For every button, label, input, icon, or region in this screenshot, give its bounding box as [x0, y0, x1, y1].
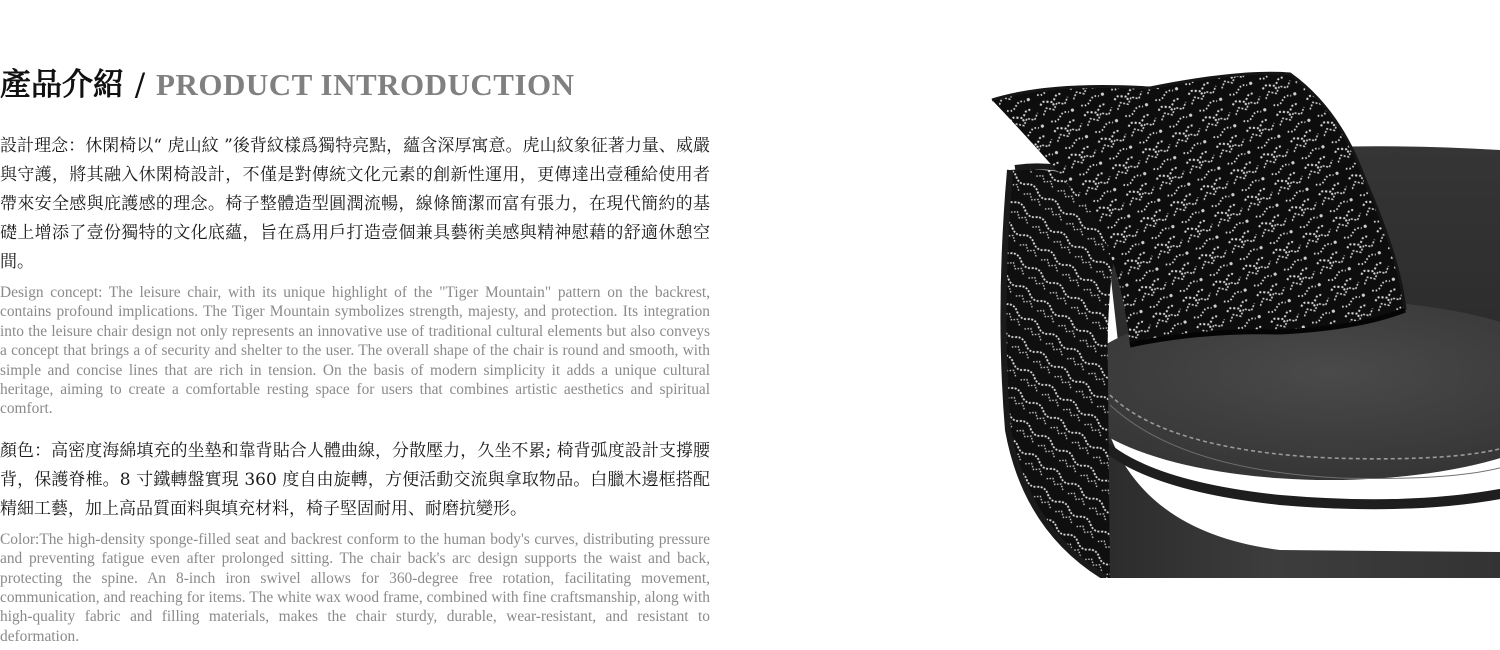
- title-chinese: 產品介紹: [0, 67, 124, 103]
- color-description-english: Color:The high-density sponge-filled seat and backrest conform to the human body's curves, distributing pressure and preventing fatigue even after prolonged sitting. The chair back's arc design supports the waist and back, protecting the spine. An 8-inch iron swivel allows for 360-degree free rotation, facilitating movement, communication, and reaching for items. The white wax wood frame, combined with fine craftsmanship, along with high-quality fabric and filling materials, makes the chair sturdy, durable, wear-resistant, and resistant to deformation.: [0, 530, 710, 645]
- chair-illustration: [860, 60, 1500, 580]
- product-photo: [860, 60, 1500, 580]
- design-concept-chinese: 設計理念：休閑椅以“ 虎山紋 ”後背紋樣爲獨特亮點，蘊含深厚寓意。虎山紋象征著力量、威嚴與守護，將其融入休閑椅設計，不僅是對傳統文化元素的創新性運用，更傳達出壹種給使用者帶來安全感與庇護感的理念。椅子整體造型圓潤流暢，線條簡潔而富有張力，在現代簡約的基礎上增添了壹份獨特的文化底蘊，旨在爲用戶打造壹個兼具藝術美感與精神慰藉的舒適休憩空間。: [0, 136, 710, 272]
- title-english: PRODUCT INTRODUCTION: [156, 67, 575, 102]
- design-concept-english: Design concept: The leisure chair, with its unique highlight of the "Tiger Mountain" pattern on the backrest, contains profound implications. The Tiger Mountain symbolizes strength, majesty, and protection. Its integration into the leisure chair design not only represents an innovative use of traditional cultural elements but also conveys a concept that brings a of security and shelter to the user. The overall shape of the chair is round and smooth, with simple and concise lines that are rich in tension. On the basis of modern simplicity it adds a unique cultural heritage, aiming to create a comfortable resting space for users that combines artistic aesthetics and spiritual comfort.: [0, 284, 710, 418]
- color-description-chinese: 顏色：高密度海綿填充的坐墊和靠背貼合人體曲線，分散壓力，久坐不累; 椅背弧度設計支撐腰背，保護脊椎。8 寸鐵轉盤實現 360 度自由旋轉，方便活動交流與拿取物品。白臘木邊框搭配精細工藝，加上高品質面料與填充材料，椅子堅固耐用、耐磨抗變形。: [0, 440, 710, 519]
- product-text-column: [0, 62, 710, 646]
- title-separator: /: [134, 67, 146, 103]
- page-title: [0, 62, 710, 108]
